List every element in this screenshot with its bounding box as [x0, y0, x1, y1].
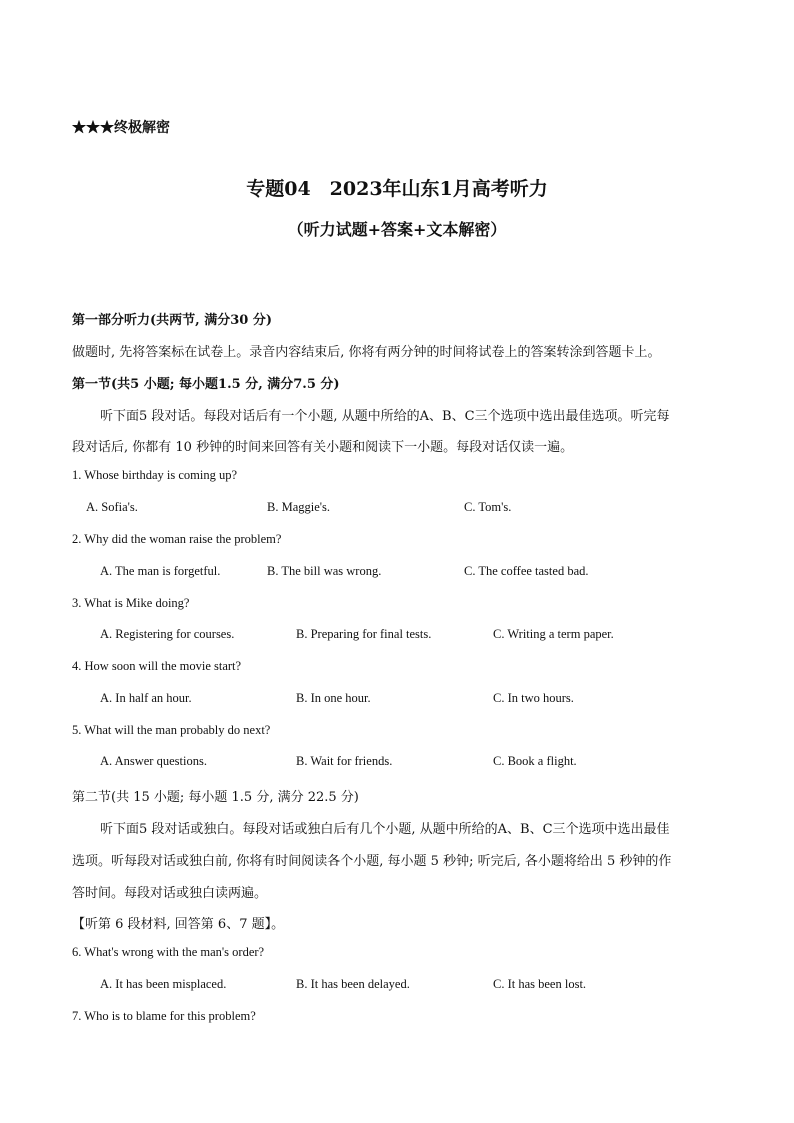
material-note: 【听第 6 段材料, 回答第 6、7 题】。 — [72, 917, 285, 932]
question-3: 3. What is Mike doing? — [72, 596, 190, 610]
section1-intro-line2: 段对话后, 你都有 10 秒钟的时间来回答有关小题和阅读下一小题。每段对话仅读一遍。 — [72, 440, 574, 455]
q2-option-b: B. The bill was wrong. — [267, 564, 382, 578]
section2-intro-line2: 选项。听每段对话或独白前, 你将有时间阅读各个小题, 每小题 5 秒钟; 听完后, 各小题将给出 5 秒钟的作 — [72, 854, 672, 869]
q4-option-c: C. In two hours. — [493, 691, 574, 705]
q3-option-c: C. Writing a term paper. — [493, 627, 614, 641]
section2-heading: 第二节(共 15 小题; 每小题 1.5 分, 满分 22.5 分) — [72, 790, 359, 805]
q4-option-b: B. In one hour. — [296, 691, 371, 705]
question-6: 6. What's wrong with the man's order? — [72, 945, 265, 959]
q5-option-a: A. Answer questions. — [100, 754, 207, 768]
q1-option-b: B. Maggie's. — [267, 500, 331, 514]
section2-intro-line3: 答时间。每段对话或独白读两遍。 — [72, 886, 268, 901]
q3-option-b: B. Preparing for final tests. — [296, 627, 432, 641]
document-title: 专题04 2023年山东1月高考听力 — [246, 178, 548, 200]
question-7: 7. Who is to blame for this problem? — [72, 1009, 256, 1023]
part1-heading: 第一部分听力(共两节, 满分30 分) — [72, 313, 272, 328]
question-1: 1. Whose birthday is coming up? — [72, 468, 238, 482]
badge-label: ★★★终极解密 — [72, 120, 170, 136]
q5-option-c: C. Book a flight. — [493, 754, 577, 768]
q3-option-a: A. Registering for courses. — [100, 627, 235, 641]
question-5: 5. What will the man probably do next? — [72, 723, 271, 737]
section1-intro-line1: 听下面5 段对话。每段对话后有一个小题, 从题中所给的A、B、C三个选项中选出最佳选项。听完每 — [100, 409, 670, 424]
part1-instruction: 做题时, 先将答案标在试卷上。录音内容结束后, 你将有两分钟的时间将试卷上的答案转涂到答题卡上。 — [72, 345, 661, 360]
q6-option-b: B. It has been delayed. — [296, 977, 410, 991]
section1-heading: 第一节(共5 小题; 每小题1.5 分, 满分7.5 分) — [72, 377, 340, 392]
q2-option-c: C. The coffee tasted bad. — [464, 564, 589, 578]
q1-option-c: C. Tom's. — [464, 500, 512, 514]
q6-option-c: C. It has been lost. — [493, 977, 587, 991]
section2-intro-line1: 听下面5 段对话或独白。每段对话或独白后有几个小题, 从题中所给的A、B、C三个选项中选出最佳 — [100, 822, 670, 837]
q4-option-a: A. In half an hour. — [100, 691, 192, 705]
q2-option-a: A. The man is forgetful. — [100, 564, 221, 578]
q1-option-a: A. Sofia's. — [86, 500, 138, 514]
q6-option-a: A. It has been misplaced. — [100, 977, 227, 991]
question-2: 2. Why did the woman raise the problem? — [72, 532, 282, 546]
question-4: 4. How soon will the movie start? — [72, 659, 242, 673]
document-subtitle: （听力试题+答案+文本解密） — [287, 220, 507, 239]
q5-option-b: B. Wait for friends. — [296, 754, 393, 768]
